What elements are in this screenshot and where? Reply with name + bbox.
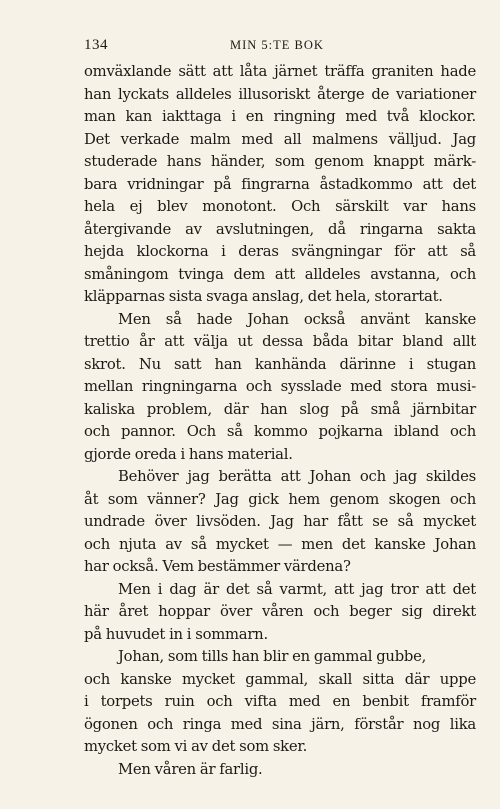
text-line: har också. Vem bestämmer värdena? xyxy=(84,558,351,575)
text-line: och kanske mycket gammal, skall sitta där uppe xyxy=(84,670,476,688)
text-line: bara vridningar på fingrarna åstadkommo att det xyxy=(84,175,476,193)
text-line: kläpparnas sista svaga anslag, det hela, storartat. xyxy=(84,288,443,305)
text-line: undrade över livsöden. Jag har fått se så mycket xyxy=(84,513,476,530)
text-line: han lyckats alldeles illusoriskt återge de variationer xyxy=(84,85,476,103)
text-line: hela ej blev monotont. Och särskilt var hans xyxy=(84,198,476,215)
text-line: åt som vänner? Jag gick hem genom skogen och xyxy=(84,490,476,508)
text-line: Johan, som tills han blir en gammal gubbe, xyxy=(118,648,427,665)
text-line: man kan iakttaga i en ringning med två klockor. xyxy=(84,108,476,125)
text-line: Behöver jag berätta att Johan och jag skildes xyxy=(118,468,476,485)
text-line: omväxlande sätt att låta järnet träffa graniten hade xyxy=(84,63,476,80)
text-line: Men i dag är det så varmt, att jag tror att det xyxy=(118,580,476,598)
text-line: på huvudet in i sommarn. xyxy=(84,625,268,643)
text-line: och njuta av så mycket — men det kanske Johan xyxy=(84,535,476,553)
text-line: mycket som vi av det som sker. xyxy=(84,738,308,755)
text-line: kaliska problem, där han slog på små järnbitar xyxy=(84,400,476,418)
text-line: Men så hade Johan också använt kanske xyxy=(118,310,476,328)
text-line: ögonen och ringa med sina järn, förstår nog lika xyxy=(84,715,476,733)
text-line: studerade hans händer, som genom knappt märk- xyxy=(84,153,476,170)
text-line: Men våren är farlig. xyxy=(118,760,263,778)
text-line: småningom tvinga dem att alldeles avstanna, och xyxy=(84,265,476,283)
text-line: hejda klockorna i deras svängningar för att så xyxy=(84,243,476,260)
text-line: här året hoppar över våren och beger sig direkt xyxy=(84,603,476,620)
running-head xyxy=(84,37,474,55)
text-line: trettio år att välja ut dessa båda bitar bland allt xyxy=(84,333,476,350)
text-line: i torpets ruin och vifta med en benbit framför xyxy=(84,693,476,710)
text-line: mellan ringningarna och sysslade med stora musi- xyxy=(84,378,476,395)
body-text xyxy=(84,61,476,781)
text-line: och pannor. Och så kommo pojkarna ibland och xyxy=(84,423,476,440)
text-line: gjorde oreda i hans material. xyxy=(84,445,293,463)
text-line: Det verkade malm med all malmens välljud. Jag xyxy=(84,130,476,148)
page-number: 134 xyxy=(84,37,108,53)
text-line: skrot. Nu satt han kanhända därinne i stugan xyxy=(84,355,476,373)
book-title: MIN 5:TE BOK xyxy=(230,38,324,52)
text-line: återgivande av avslutningen, då ringarna sakta xyxy=(84,220,476,238)
